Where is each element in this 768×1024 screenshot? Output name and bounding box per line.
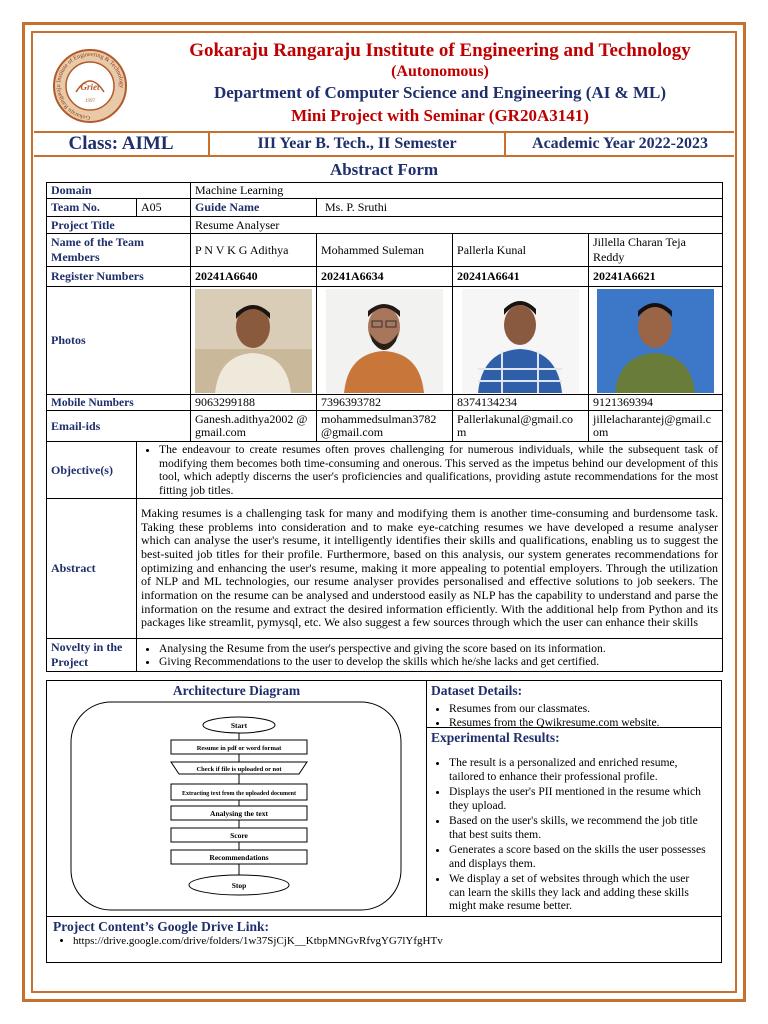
domain-value: Machine Learning (191, 183, 723, 199)
member-photo (462, 289, 579, 393)
register-label: Register Numbers (47, 267, 191, 287)
logo-year: 1997 (85, 99, 95, 104)
register-number: 20241A6640 (191, 267, 317, 287)
team-label: Team No. (47, 199, 137, 217)
flow-score-text: Score (230, 831, 248, 840)
mobile-number: 7396393782 (317, 395, 453, 411)
mobile-number: 9121369394 (589, 395, 723, 411)
member-photo (195, 289, 312, 393)
objective-cell (137, 442, 723, 499)
result-item: • Generates a score based on the skills the user possesses and displays them. (449, 843, 707, 870)
flow-extract-text: Extracting text from the uploaded document (181, 791, 297, 797)
register-number: 20241A6621 (589, 267, 723, 287)
guide-label: Guide Name (191, 199, 317, 217)
email-id: Pallerlakunal@gmail.co m (453, 411, 589, 442)
results-title: Experimental Results: (431, 730, 560, 745)
photo-cell (453, 287, 589, 395)
project-title-label: Project Title (47, 217, 191, 234)
members-label: Name of the Team Members (47, 234, 191, 267)
result-item: • Based on the user's skills, we recommend the job title that best suits them. (449, 814, 707, 841)
form-title: Abstract Form (329, 160, 439, 179)
photos-label: Photos (47, 287, 191, 395)
drive-link-title: Project Content’s Google Drive Link: (53, 919, 269, 934)
year-semester: III Year B. Tech., II Semester (210, 133, 506, 155)
result-item: • Displays the user's PII mentioned in the resume which they upload. (449, 785, 707, 812)
member-name: Jillella Charan Teja Reddy (589, 234, 723, 267)
abstract-label: Abstract (47, 499, 137, 639)
team-value: A05 (137, 199, 191, 217)
dataset-item: • Resumes from our classmates. (449, 702, 717, 716)
member-photo (326, 289, 443, 393)
dataset-title: Dataset Details: (431, 683, 523, 698)
department-name: Department of Computer Science and Engineering (AI & ML) (213, 83, 667, 102)
flow-stop-text: Stop (231, 881, 247, 890)
dataset-section (427, 681, 721, 728)
email-id: Ganesh.adithya2002 @gmail.com (191, 411, 317, 442)
photo-cell (317, 287, 453, 395)
institute-logo (46, 44, 134, 124)
novelty-item: • Analysing the Resume from the user's perspective and giving the score based on its information. (159, 642, 718, 656)
course-title: Mini Project with Seminar (GR20A3141) (291, 106, 589, 125)
drive-link-section (46, 916, 722, 963)
project-title-value: Resume Analyser (191, 217, 723, 234)
mobile-label: Mobile Numbers (47, 395, 191, 411)
results-section (427, 728, 721, 913)
flow-check-text: Check if file is uploaded or not (196, 766, 282, 773)
email-id: mohammedsulman3782 @gmail.com (317, 411, 453, 442)
autonomous-label: (Autonomous) (391, 63, 489, 80)
abstract-text: Making resumes is a challenging task for many and modifying them is another time-consuming and burdensome task. Taking these problems into consideration and to make eye-catching resumes we have developed a resume analyser which can analyse the user's resume, it intelligently identifies their skills and qualifications, enabling us to suggest the best-suited job titles for their profile. Furthermore, based on this analysis, our system generates recommendations for optimizing and enhancing the user's resume, making it more appealing to potential employers. Through the utilization of NLP and ML technologies, our resume analyser provides personalised and effective solutions to job seekers. The information on the resume can be analysed and understood easily as NLP has the capability to understand and parse the information on the resume and extract the desired information efficiently. With the additional help from Python and its packages like streamlit, pymysql, etc. We also suggest a few sources through which the user can enhance their skills (137, 499, 723, 639)
flow-analyse-text: Analysing the text (210, 809, 268, 818)
class-bar (34, 131, 734, 157)
photo-cell (589, 287, 723, 395)
flow-start-text: Start (230, 721, 248, 730)
architecture-section (47, 681, 427, 916)
architecture-title: Architecture Diagram (172, 683, 301, 698)
dataset-item: • Resumes from the Qwikresume.com website. (449, 716, 717, 730)
objective-label: Objective(s) (47, 442, 137, 499)
novelty-cell (137, 639, 723, 672)
logo-ring-text: Gokaraju Rangaraju Institute of Engineering & Technology (55, 51, 125, 121)
lower-section (46, 680, 722, 917)
member-name: Pallerla Kunal (453, 234, 589, 267)
drive-link[interactable]: • https://drive.google.com/drive/folders/1w37SjCjK__KtbpMNGvRfvgYG7lYfgHTv (73, 935, 721, 949)
class-label: Class: AIML (34, 133, 210, 155)
novelty-label: Novelty in the Project (47, 639, 137, 672)
architecture-diagram (51, 700, 421, 914)
mobile-number: 9063299188 (191, 395, 317, 411)
details-section (427, 681, 721, 916)
email-id: jillelacharantej@gmail.c om (589, 411, 723, 442)
member-photo (597, 289, 714, 393)
academic-year: Academic Year 2022-2023 (532, 135, 708, 152)
result-item: • We display a set of websites through which the user can learn the skills they lack and adding these skills might make resume better. (449, 872, 707, 913)
flow-input-text: Resume in pdf or word format (196, 745, 282, 752)
result-item: • The result is a personalized and enriched resume, tailored to enhance their professional profile. (449, 756, 707, 783)
objective-text: • The endeavour to create resumes often proves challenging for numerous individuals, while the subsequent task of modifying them becomes both time-consuming and onerous. This served as the impetus behind our development of this tool, which adeptly discerns the user's proficiencies and qualifications, providing astute recommendations for the most fitting job titles. (159, 443, 718, 497)
photo-cell (191, 287, 317, 395)
abstract-form-table (46, 182, 723, 672)
register-number: 20241A6641 (453, 267, 589, 287)
logo-center-text: Griet (80, 82, 100, 92)
flow-recommend-text: Recommendations (209, 853, 269, 862)
mobile-number: 8374134234 (453, 395, 589, 411)
guide-value: Ms. P. Sruthi (317, 199, 723, 217)
member-name: Mohammed Suleman (317, 234, 453, 267)
email-label: Email-ids (47, 411, 191, 442)
domain-label: Domain (47, 183, 191, 199)
institute-name: Gokaraju Rangaraju Institute of Engineering and Technology (189, 40, 691, 61)
member-name: P N V K G Adithya (191, 234, 317, 267)
novelty-item: • Giving Recommendations to the user to develop the skills which he/she lacks and get certified. (159, 655, 718, 669)
register-number: 20241A6634 (317, 267, 453, 287)
